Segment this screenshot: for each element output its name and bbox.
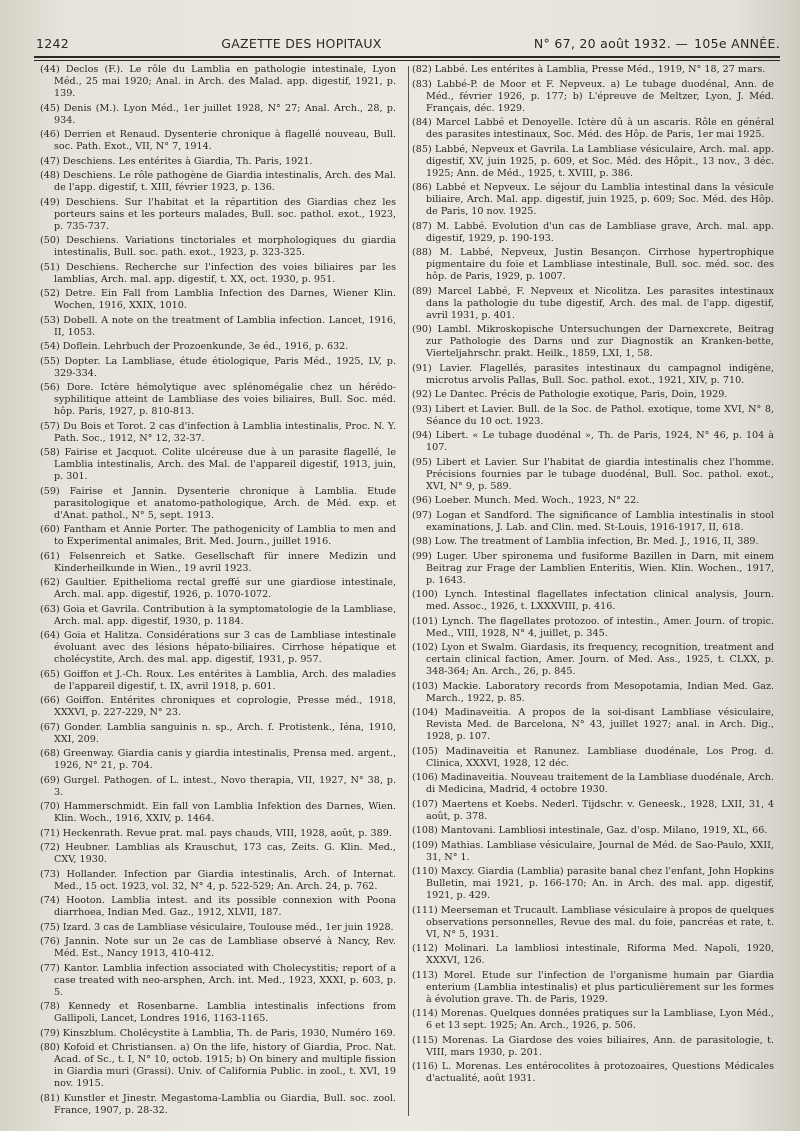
reference-entry: (116) L. Morenas. Les entérocolites à protozoaires, Questions Médicales d'actualité, août 1931. bbox=[412, 1061, 774, 1084]
reference-entry: (70) Hammerschmidt. Ein fall von Lamblia Infektion des Darnes, Wien. Klin. Woch., 1916, XXIV, p. 1464. bbox=[40, 801, 396, 824]
page-number: 1242 bbox=[36, 36, 70, 51]
reference-entry: (102) Lyon et Swalm. Giardasis, its frequency, recognition, treatment and certain clinical faction, Amer. Journ. of Med. Ass., 1925, t. CLXX, p. 348-364; An. Arch., 26, p. 845. bbox=[412, 642, 774, 677]
reference-entry: (64) Goia et Halitza. Considérations sur 3 cas de Lambliase intestinale évoluant avec des lésions hépato-biliaires. Cirrhose hépatique et cholécystite, Arch. des mal. app. digestif, 1931, p. 957. bbox=[40, 630, 396, 665]
reference-entry: (50) Deschiens. Variations tinctoriales et morphologiques du giardia intestinalis, Bull. soc. path. exot., 1923, p. 323-325. bbox=[40, 235, 396, 258]
reference-entry: (82) Labbé. Les entérites à Lamblia, Presse Méd., 1919, N° 18, 27 mars. bbox=[412, 64, 766, 75]
reference-entry: (92) Le Dantec. Précis de Pathologie exotique, Paris, Doin, 1929. bbox=[412, 389, 728, 400]
reference-entry: (53) Dobell. A note on the treatment of Lamblia infection. Lancet, 1916, II, 1053. bbox=[40, 314, 396, 338]
reference-entry: (46) Derrien et Renaud. Dysenterie chronique à flagellé nouveau, Bull. soc. Path. Exot., VII, N° 7, 1914. bbox=[40, 129, 396, 152]
reference-entry: (109) Mathias. Lambliase vésiculaire, Journal de Méd. de Sao-Paulo, XXII, 31, N° 1. bbox=[412, 839, 774, 863]
reference-entry: (80) Kofoid et Christiansen. a) On the life, history of Giardia, Proc. Nat. Acad. of Sc., t. I, N° 10, octob. 1915; b) On binery and multiple fission in Giardia muri (Grassi). Univ. of California Public. in zool., t. XVI, 19 nov. 1915. bbox=[40, 1042, 396, 1089]
reference-entry: (67) Gonder. Lamblia sanguinis n. sp., Arch. f. Protistenk., Iéna, 1910, XXI, 209. bbox=[40, 721, 396, 745]
reference-entry: (86) Labbé et Nepveux. Le séjour du Lamblia intestinal dans la vésicule biliaire, Arch. Mal. app. digestif, juin 1925, p. 609; Soc. Méd. des Hôp. de Paris, 10 nov. 1925. bbox=[412, 182, 774, 217]
reference-entry: (101) Lynch. The flagellates protozoo. of intestin., Amer. Journ. of tropic. Med., VIII, 1928, N° 4, juillet, p. 345. bbox=[412, 615, 774, 639]
reference-entry: (115) Morenas. La Giardose des voies biliaires, Ann. de parasitologie, t. VIII, mars 1930, p. 201. bbox=[412, 1034, 774, 1058]
reference-entry: (47) Deschiens. Les entérites à Giardia, Th. Paris, 1921. bbox=[40, 155, 313, 167]
reference-entry: (88) M. Labbé, Nepveux, Justin Besançon. Cirrhose hypertrophique pigmentaire du foie et Lambliase intestinale, Bull. soc. méd. soc. des hôp. de Paris, 1929, p. 1007. bbox=[412, 247, 774, 282]
reference-entry: (54) Doflein. Lehrbuch der Prozoenkunde, 3e éd., 1916, p. 632. bbox=[40, 341, 349, 352]
reference-entry: (90) Lambl. Mikroskopische Untersuchungen der Darnexcrete, Beitrag zur Pathologie des Darns und zur Diagnostik an Kranken-bette, Vierteljahrschr. prakt. Heilk., 1859, LXI, 1, 58. bbox=[412, 324, 774, 359]
reference-entry: (100) Lynch. Intestinal flagellates infectation clinical analysis, Journ. med. Assoc., 1926, t. LXXXVIII, p. 416. bbox=[412, 589, 774, 612]
reference-entry: (65) Goiffon et J.-Ch. Roux. Les entérites à Lamblia, Arch. des maladies de l'appareil digestif, t. IX, avril 1918, p. 601. bbox=[40, 668, 396, 692]
reference-entry: (85) Labbé, Nepveux et Gavrila. La Lambliase vésiculaire, Arch. mal. app. digestif, XV, juin 1925, p. 609, et Soc. Méd. des Hôpit., 13 nov., 3 déc. 1925; Ann. de Méd., 1925, t. XVIII, p. 386. bbox=[412, 143, 774, 179]
reference-entry: (113) Morel. Etude sur l'infection de l'organisme humain par Giardia enterium (Lamblia intestinalis) et plus particulièrement sur les formes à évolution grave. Th. de Paris, 1929. bbox=[412, 969, 774, 1005]
reference-entry: (108) Mantovani. Lambliosi intestinale, Gaz. d'osp. Milano, 1919, XL, 66. bbox=[412, 825, 768, 836]
reference-entry: (93) Libert et Lavier. Bull. de la Soc. de Pathol. exotique, tome XVI, N° 8, Séance du 10 oct. 1923. bbox=[412, 403, 774, 427]
reference-entry: (59) Fairise et Jannin. Dysenterie chronique à Lamblia. Etude parasitologique et anatomo-pathologique, Arch. de Méd. exp. et d'Anat. pathol., N° 5, sept. 1913. bbox=[40, 485, 396, 521]
running-header bbox=[36, 36, 780, 54]
header-rule-thin bbox=[34, 60, 780, 61]
reference-entry: (107) Maertens et Koebs. Nederl. Tijdschr. v. Geneesk., 1928, LXII, 31, 4 août, p. 378. bbox=[412, 798, 774, 822]
reference-entry: (99) Luger. Uber spironema und fusiforme Bazillen in Darn, mit einem Beitrag zur Frage der Lamblien Enteritis, Wien. Klin. Wochen., 1917, p. 1643. bbox=[412, 550, 774, 586]
reference-entry: (112) Molinari. La lambliosi intestinale, Riforma Med. Napoli, 1920, XXXVI, 126. bbox=[412, 943, 774, 966]
left-column bbox=[40, 64, 396, 1119]
reference-entry: (77) Kantor. Lamblia infection associated with Cholecystitis; report of a case treated with neo-arsphen, Arch. int. Med., 1923, XXXI, p. 603, p. 5. bbox=[40, 962, 396, 998]
reference-entry: (58) Fairise et Jacquot. Colite ulcéreuse due à un parasite flagellé, le Lamblia intestinalis, Arch. des Mal. de l'appareil digestif, 1913, juin, p. 301. bbox=[40, 447, 396, 482]
reference-entry: (111) Meerseman et Trucault. Lambliase vésiculaire à propos de quelques observations personnelles, Revue des mal. du foie, pancréas et rate, t. VI, N° 5, 1931. bbox=[412, 904, 774, 940]
reference-entry: (72) Heubner. Lamblias als Krauschut, 173 cas, Zeits. G. Klin. Med., CXV, 1930. bbox=[40, 842, 396, 865]
reference-entry: (74) Hooton. Lamblia intest. and its possible connexion with Poona diarrhoea, Indian Med. Gaz., 1912, XLVII, 187. bbox=[40, 895, 396, 918]
reference-entry: (51) Deschiens. Recherche sur l'infection des voies biliaires par les lamblias, Arch. mal. app. digestif, t. XX, oct. 1930, p. 951. bbox=[40, 261, 396, 285]
reference-entry: (69) Gurgel. Pathogen. of L. intest., Novo therapia, VII, 1927, N° 38, p. 3. bbox=[40, 774, 396, 798]
reference-entry: (96) Loeber. Munch. Med. Woch., 1923, N° 22. bbox=[412, 495, 640, 506]
reference-entry: (55) Dopter. La Lambliase, étude étiologique, Paris Méd., 1925, LV, p. 329-334. bbox=[40, 355, 396, 379]
reference-entry: (89) Marcel Labbé, F. Nepveux et Nicolitza. Les parasites intestinaux dans la pathologie du tube digestif, Arch. des mal. de l'app. digestif, avril 1931, p. 401. bbox=[412, 285, 774, 321]
reference-entry: (60) Fantham et Annie Porter. The pathogenicity of Lamblia to men and to Experimental animales, Brit. Med. Journ., juillet 1916. bbox=[40, 524, 396, 547]
reference-entry: (87) M. Labbé. Evolution d'un cas de Lambliase grave, Arch. mal. app. digestif, 1929, p. 190-193. bbox=[412, 220, 774, 244]
reference-entry: (57) Du Bois et Torot. 2 cas d'infection à Lamblia intestinalis, Proc. N. Y. Path. Soc., 1912, N° 12, 32-37. bbox=[40, 420, 396, 444]
reference-entry: (62) Gaultier. Epithelioma rectal greffé sur une giardiose intestinale, Arch. mal. app. digestif, 1926, p. 1070-1072. bbox=[40, 577, 396, 600]
year-info: 105e ANNÉE. bbox=[694, 36, 780, 51]
reference-entry: (106) Madinaveitia. Nouveau traitement de la Lambliase duodénale, Arch. di Medicina, Madrid, 4 octobre 1930. bbox=[412, 772, 774, 795]
reference-entry: (94) Libert. « Le tubage duodénal », Th. de Paris, 1924, N° 46, p. 104 à 107. bbox=[412, 430, 774, 453]
reference-entry: (52) Detre. Ein Fall from Lamblia Infection des Darnes, Wiener Klin. Wochen, 1916, XXIX, 1010. bbox=[40, 288, 396, 311]
reference-entry: (78) Kennedy et Rosenbarne. Lamblia intestinalis infections from Gallipoli, Lancet, Londres 1916, 1163-1165. bbox=[40, 1001, 396, 1024]
reference-entry: (61) Felsenreich et Satke. Gesellschaft für innere Medizin und Kinderheilkunde in Wien., 19 avril 1923. bbox=[40, 550, 396, 574]
reference-entry: (110) Maxcy. Giardia (Lamblia) parasite banal chez l'enfant, John Hopkins Bulletin, mai 1921, p. 166-170; An. in Arch. des mal. app. digestif, 1921, p. 429. bbox=[412, 866, 774, 901]
reference-entry: (79) Kinszblum. Cholécystite à Lamblia, Th. de Paris, 1930, Numéro 169. bbox=[40, 1027, 396, 1039]
reference-entry: (56) Dore. Ictère hémolytique avec splénomégalie chez un hérédo-syphilitique atteint de Lambliase des voies biliaires, Bull. Soc. méd. hôp. Paris, 1927, p. 810-813. bbox=[40, 382, 396, 417]
reference-entry: (81) Kunstler et Jinestr. Megastoma-Lamblia ou Giardia, Bull. soc. zool. France, 1907, p. 28-32. bbox=[40, 1092, 396, 1116]
reference-entry: (103) Mackie. Laboratory records from Mesopotamia, Indian Med. Gaz. March., 1922, p. 85. bbox=[412, 680, 774, 704]
reference-entry: (73) Hollander. Infection par Giardia intestinalis, Arch. of Internat. Med., 15 oct. 1923, vol. 32, N° 4, p. 522-529; An. Arch. 24, p. 762. bbox=[40, 868, 396, 892]
reference-entry: (84) Marcel Labbé et Denoyelle. Ictère dû à un ascaris. Rôle en général des parasites intestinaux, Soc. Méd. des Hôp. de Paris, 1er mai 1925. bbox=[412, 117, 774, 140]
reference-entry: (98) Low. The treatment of Lamblia infection, Br. Med. J., 1916, II, 389. bbox=[412, 536, 759, 547]
reference-entry: (91) Lavier. Flagellés, parasites intestinaux du campagnol indigène, microtus arvolis Pallas, Bull. Soc. pathol. exot., 1921, XIV, p. 710. bbox=[412, 362, 774, 386]
issue-info: N° 67, 20 août 1932. — bbox=[533, 36, 689, 51]
reference-entry: (71) Heckenrath. Revue prat. mal. pays chauds, VIII, 1928, août, p. 389. bbox=[40, 827, 392, 839]
reference-entry: (45) Denis (M.). Lyon Méd., 1er juillet 1928, N° 27; Anal. Arch., 28, p. 934. bbox=[40, 102, 396, 126]
reference-entry: (83) Labbé-P. de Moor et F. Nepveux. a) Le tubage duodénal, Ann. de Méd., février 1926, p. 177; b) L'épreuve de Meltzer, Lyon, J. Méd. Français, déc. 1929. bbox=[412, 78, 774, 114]
right-column bbox=[412, 64, 774, 1088]
reference-entry: (76) Jannin. Note sur un 2e cas de Lambliase observé à Nancy, Rev. Méd. Est., Nancy 1913, 410-412. bbox=[40, 936, 396, 959]
reference-entry: (44) Declos (F.). Le rôle du Lamblia en pathologie intestinale, Lyon Méd., 25 mai 1920; Anal. in Arch. des Malad. app. digestif, 1921, p. 139. bbox=[40, 64, 396, 99]
reference-entry: (66) Goiffon. Entérites chroniques et coprologie, Presse méd., 1918, XXXVI, p. 227-229, N° 23. bbox=[40, 695, 396, 718]
reference-entry: (97) Logan et Sandford. The significance of Lamblia intestinalis in stool examinations, J. Lab. and Clin. med. St-Louis, 1916-1917, II, 618. bbox=[412, 509, 774, 533]
reference-entry: (105) Madinaveitia et Ranunez. Lambliase duodénale, Los Prog. d. Clinica, XXXVI, 1928, 12 déc. bbox=[412, 745, 774, 769]
reference-entry: (68) Greenway. Giardia canis y giardia intestinalis, Prensa med. argent., 1926, N° 21, p. 704. bbox=[40, 748, 396, 771]
reference-entry: (75) Izard. 3 cas de Lambliase vésiculaire, Toulouse méd., 1er juin 1928. bbox=[40, 921, 394, 933]
column-divider bbox=[408, 66, 409, 1116]
journal-title: GAZETTE DES HOPITAUX bbox=[221, 36, 382, 51]
header-rule-thick bbox=[34, 56, 780, 58]
reference-entry: (63) Goia et Gavrila. Contribution à la symptomatologie de la Lambliase, Arch. mal. app. digestif, 1930, p. 1184. bbox=[40, 603, 396, 627]
reference-entry: (48) Deschiens. Le rôle pathogène de Giardia intestinalis, Arch. des Mal. de l'app. digestif, t. XIII, février 1923, p. 136. bbox=[40, 170, 396, 193]
reference-entry: (114) Morenas. Quelques données pratiques sur la Lambliase, Lyon Méd., 6 et 13 sept. 1925; An. Arch., 1926, p. 506. bbox=[412, 1008, 774, 1031]
reference-entry: (104) Madinaveitia. A propos de la soi-disant Lambliase vésiculaire, Revista Med. de Barcelona, N° 43, juillet 1927; anal. in Arch. Dig., 1928, p. 107. bbox=[412, 707, 774, 742]
reference-entry: (49) Deschiens. Sur l'habitat et la répartition des Giardias chez les porteurs sains et les porteurs malades, Bull. soc. pathol. exot., 1923, p. 735-737. bbox=[40, 196, 396, 232]
reference-entry: (95) Libert et Lavier. Sur l'habitat de giardia intestinalis chez l'homme. Précisions fournies par le tubage duodénal, Bull. Soc. pathol. exot., XVI, N° 9, p. 589. bbox=[412, 456, 774, 492]
